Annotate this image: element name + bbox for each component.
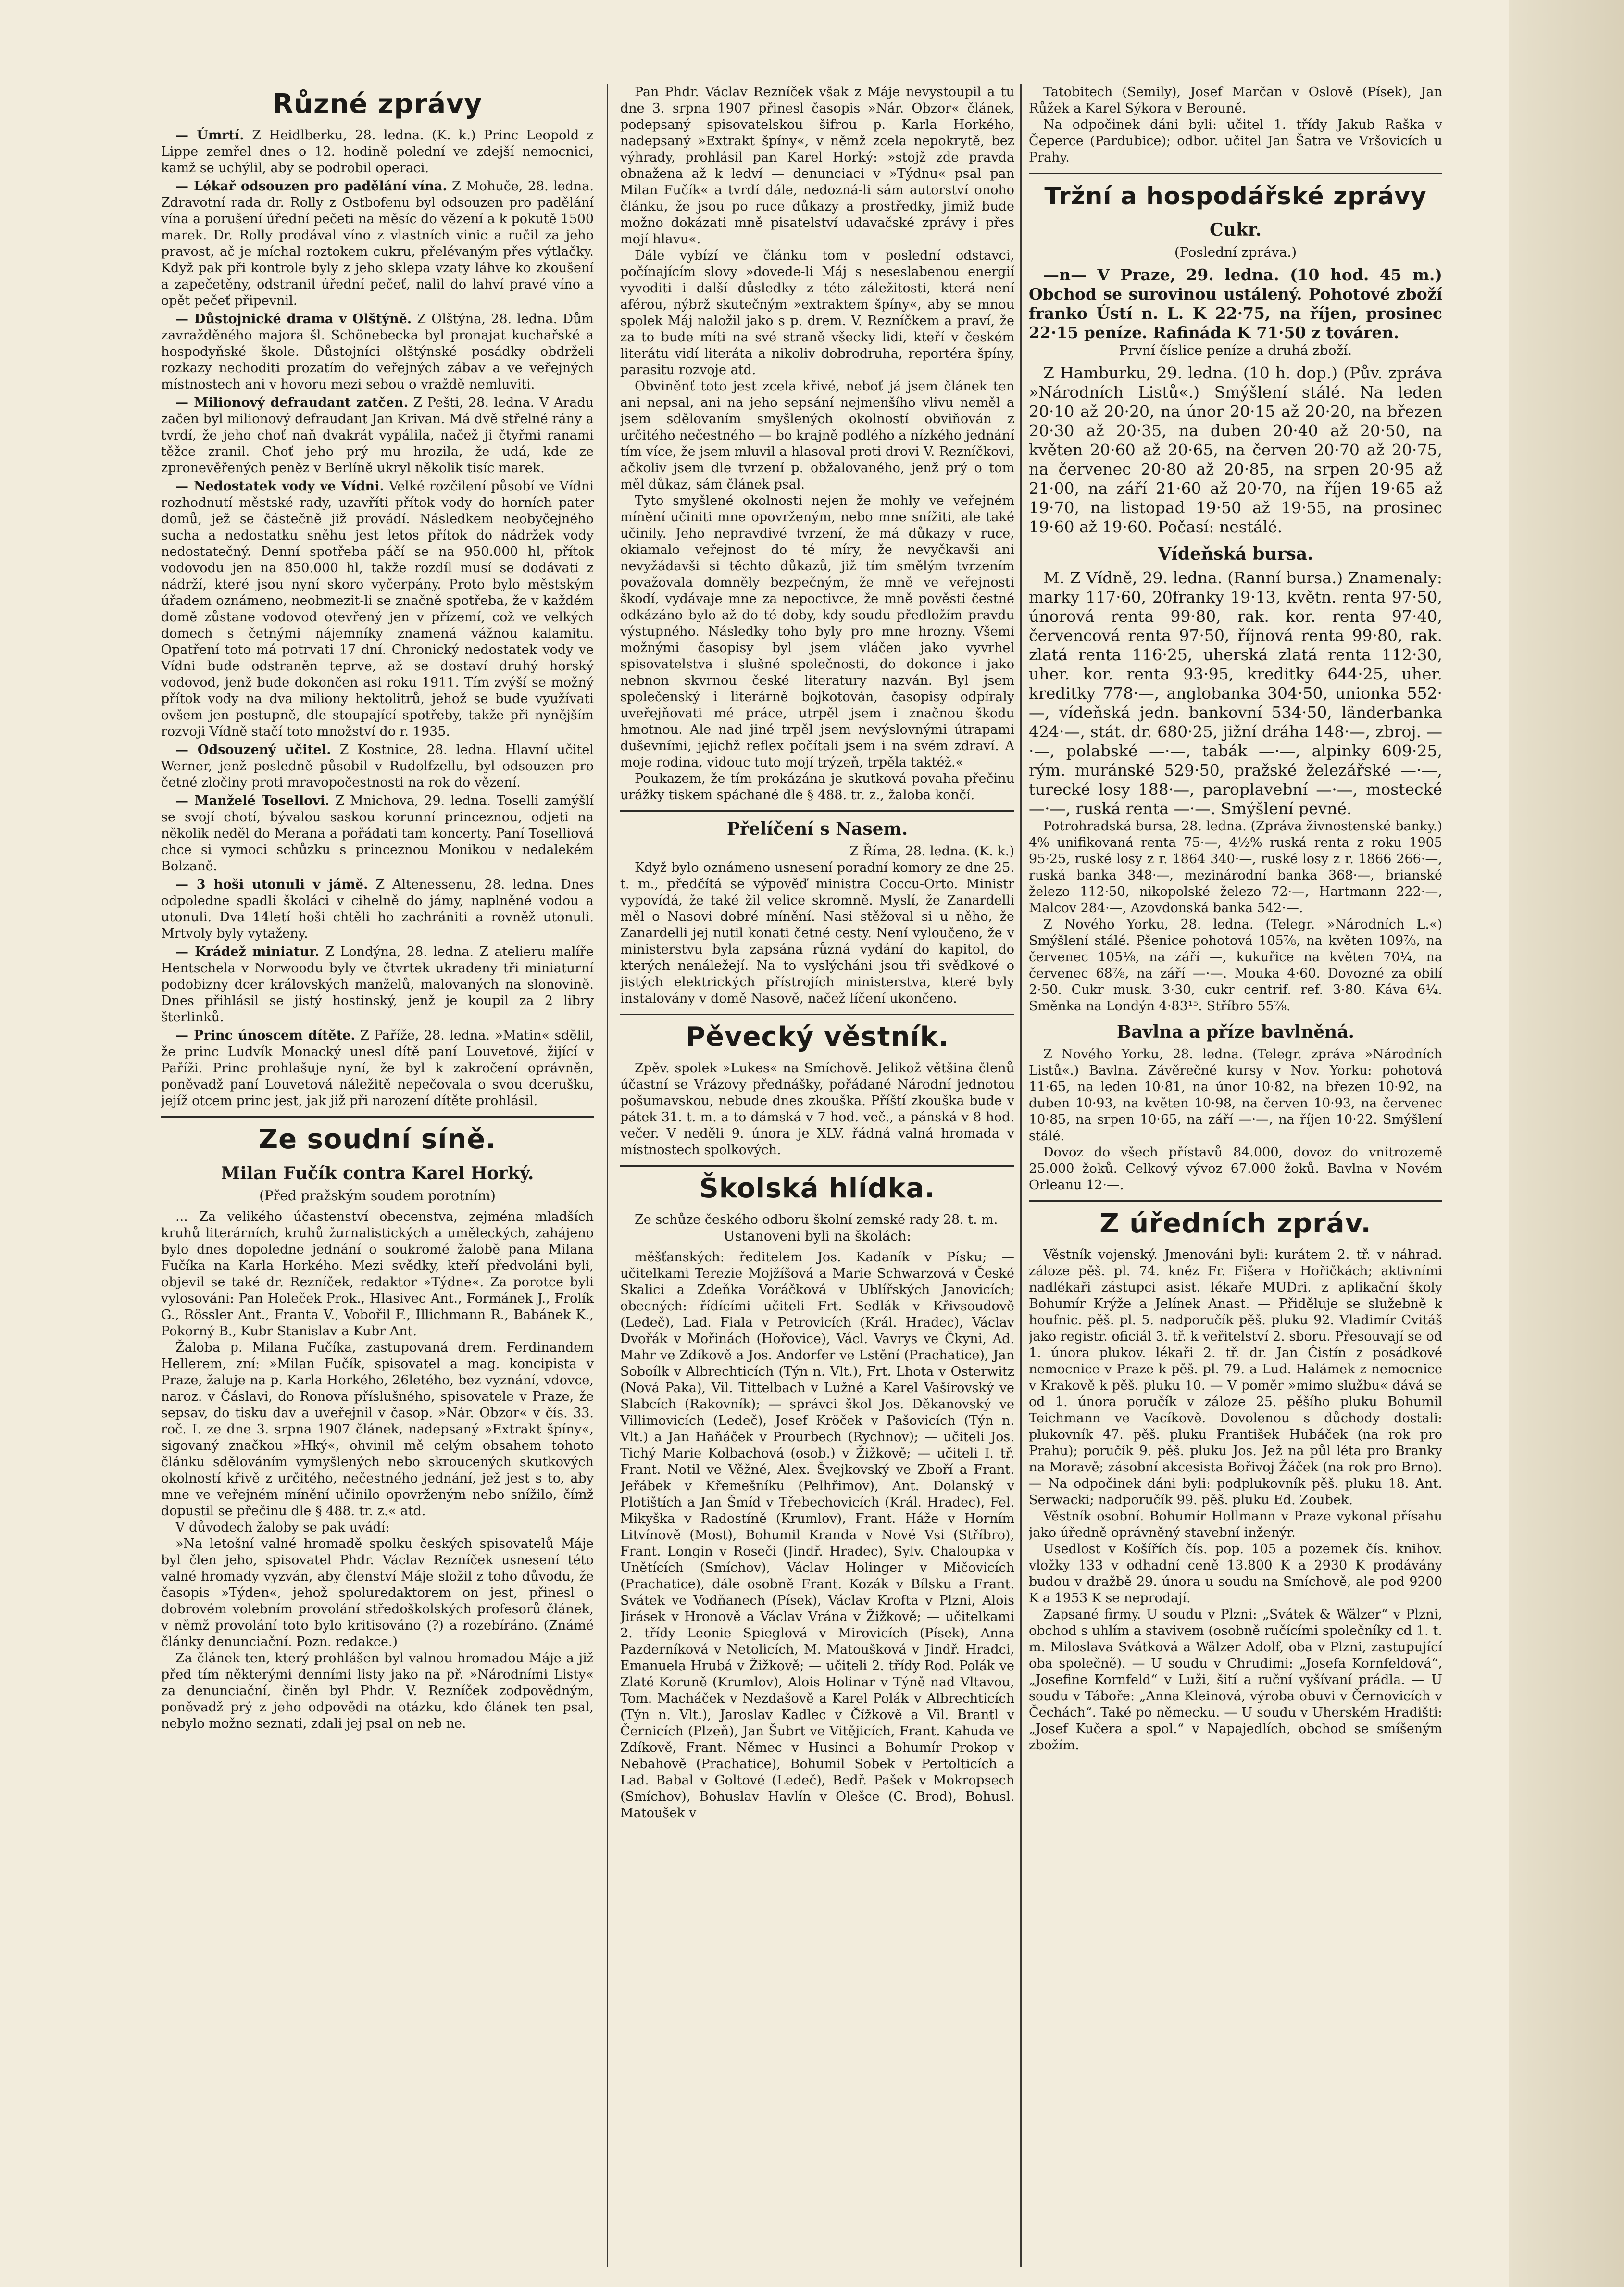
news-item-lead: — Manželé Tosellovi. (175, 793, 330, 808)
column-right (1029, 84, 1442, 2267)
news-item-text: Z Pešti, 28. ledna. V Aradu začen byl milionový defraudant Jan Krivan. Má dvě střelné rány a tvrdí, že jeho choť naň dvakrát vypálila, načež ji čtyřmi ranami těžce zranil. Choť jeho prý mu hrozila, že udá, kde ze zpronevěřených peněz v Berlíně ukryl několik tisíc marek. (161, 395, 594, 476)
section-heading-ruzne-zpravy: Různé zprávy (272, 88, 483, 120)
news-item-text: Z Mnichova, 29. ledna. Toselli zamýšlí se svojí chotí, bývalou saskou korunní princeznou, odjeti na několik neděl do Merana a pořádati tam koncerty. Paní Toselliová chce si vymoci schůzku s princeznou Monikou v nedalekém Bolzaně. (161, 793, 594, 874)
article-title-nasem: Přelíčení s Nasem. (726, 819, 908, 839)
article-text: Z Nového Yorku, 28. ledna. (Telegr. »Národních L.«) Smýšlení stálé. Pšenice pohotová 105⅞, na květen 109⅞, na červenec 105⅛, na září —, kukuřice na květen 70¼, na červenec 68⅞, na září —·—. Mouka 4·60. Dovozné za obilí 2·50. Cukr musk. 3·30, cukr centrif. ref. 3·80. Káva 6¼. Směnka na Londýn 4·83¹⁵. Stříbro 55⅞. (1029, 917, 1442, 1014)
article-text: —n— V Praze, 29. ledna. (10 hod. 45 m.) Obchod se surovinou ustálený. Pohotové zboží franko Ústí n. L. K 22·75, na říjen, prosinec 22·15 peníze. Rafináda K 71·50 z továren. (1029, 265, 1442, 342)
divider (1029, 1200, 1442, 1202)
column-rule (1020, 84, 1022, 2267)
news-item-lead: — Důstojnické drama v Olštýně. (175, 312, 412, 327)
court-article (161, 1209, 594, 1732)
news-item (161, 311, 594, 393)
subsection-cukr: Cukr. (1210, 220, 1262, 240)
article-text: Tatobitech (Semily), Josef Marčan v Oslově (Písek), Jan Růžek a Karel Sýkora v Berouně. (1029, 85, 1442, 116)
news-item-text: Velké rozčilení působí ve Vídni rozhodnutí městské rady, uzavříti přítok vody do horních pater domů, jež se částečně již provádí. Následkem neobyčejného sucha a nedostatku sněhu jest letos přítok do nádržek vody nedostatečný. Denní spotřeba páčí se na 950.000 hl, přítok vodovodu jen na 850.000 hl, takže rozdíl musí se dodávati z nádrží, které jsou nyní skoro vyčerpány. Proto bylo městským úřadem oznámeno, neobmezit-li se značně spotřeba, že v každém domě zůstane vodovod otevřený jen v přízemí, což ve velkých domech s četnými nájemníky znamená vážnou kalamitu. Opatření toto má potrvati 17 dní. Chronický nedostatek vody ve Vídni bude odstraněn teprve, až se dostaví druhý horský vodovod, jenž bude dokončen asi roku 1911. Tím zvýší se možný přítok vody na dva miliony hektolitrů, jehož se bude využívati ovšem jen postupně, dle stoupající spotřeby, takže při nynějším rozvoji Vídně stačí toto množství do r. 1935. (161, 479, 594, 739)
column-left (161, 84, 594, 2267)
news-item (161, 742, 594, 791)
article-subtitle: (Před pražským soudem porotním) (259, 1188, 496, 1204)
news-item-lead: — 3 hoši utonuli v jámě. (175, 877, 368, 892)
article-text: Z Nového Yorku, 28. ledna. (Telegr. zpráva »Národních Listů«.) Bavlna. Závěrečné kursy v Nov. Yorku: pohotová 11·65, na leden 10·81, na únor 10·82, na březen 10·92, na duben 10·93, na květen 10·98, na červen 10·93, na červenec 10·85, na srpen 10·65, na září —·—, na říjen 10·22. Smýšlení stálé. (1029, 1047, 1442, 1144)
article-text: Potrohradská bursa, 28. ledna. (Zpráva živnostenské banky.) 4% unifikovaná renta 75·—, 4½% ruská renta z roku 1905 95·25, ruské losy z r. 1864 340·—, ruské losy z r. 1866 266·—, ruská banka 348·—, mezinárodní banka 368·—, brianské železo 112·50, nikopolské železo 72·—, Hartmann 222·—, Malcov 284·—, Azovdonská banka 542·—. (1029, 819, 1442, 916)
article-subtitle: Ustanoveni byli na školách: (723, 1228, 912, 1244)
article-text: Na odpočinek dáni byli: učitel 1. třídy Jakub Raška v Čeperce (Pardubice); odbor. učitel Jan Šatra ve Vršovicích u Prahy. (1029, 117, 1442, 165)
subsection-bavlna: Bavlna a příze bavlněná. (1116, 1022, 1355, 1042)
paragraph: Poukazem, že tím prokázána je skutková povaha přečinu urážky tiskem spáchané dle § 488. tr. z., žaloba končí. (620, 771, 1014, 803)
news-item-lead: — Úmrtí. (175, 128, 244, 143)
news-item (161, 877, 594, 942)
news-item-text: Z Londýna, 28. ledna. Z atelieru malíře Hentschela v Norwoodu byly ve čtvrtek ukradeny tři miniaturní podobizny dcer královských manželů, malovaných na slonovině. Dnes přihlásil se jistý hostinský, jenž je koupil za 2 libry šterlinků. (161, 944, 594, 1025)
article-text: Zpěv. spolek »Lukes« na Smíchově. Jelikož většina členů účastní se Vrázovy přednášky, pořádané Národní jednotou pošumavskou, nebude dnes zkouška. Příští zkouška bude v pátek 31. t. m. a to dámská v 7 hod. več., a pánská v 8 hod. večer. V neděli 9. února je XLV. řádná valná hromada v místnostech spolkových. (620, 1061, 1014, 1157)
official-news (1029, 1247, 1442, 1754)
news-item-text: Z Heidlberku, 28. ledna. (K. k.) Princ Leopold z Lippe zemřel dnes o 12. hodině polední ve zdejší nemocnici, kamž se uchýlil, aby se podrobil operaci. (161, 128, 594, 176)
news-item-text: Z Altenessenu, 28. ledna. Dnes odpoledne spadli školáci v cihelně do jámy, naplněné vodou a utonuli. Dva 14letí hoši chtěli ho zachrániti a rovněž utonuli. Mrtvoly byly vytaženy. (161, 877, 594, 941)
court-article-continued (620, 84, 1014, 804)
news-item (161, 1028, 594, 1109)
divider (1029, 173, 1442, 174)
article-text: měšťanských: ředitelem Jos. Kadaník v Písku; — učitelkami Terezie Mojžíšová a Marie Schwarzová v České Skalici a Zdeňka Voráčková v Ublířských Janovicích; obecných: řídícími učiteli Frt. Sedlák v Křivsoudově (Ledeč), Lad. Fiala v Petrovicích (Král. Hradec), Václav Dvořák v Mořinách (Hořovice), Václ. Vavrys ve Čkyni, Ad. Mahr ve Zdíkově a Jos. Andorfer ve Lstění (Prachatice), Jan Soboílk v Albrechticích (Týn n. Vlt.), Frt. Lhota v Osterwitz (Nová Paka), Vil. Tittelbach v Lužné a Karel Vašírovský ve Slabcích (Rakovník); — správci škol Jos. Děkanovský ve Villimovicích (Ledeč), Josef Kröček v Pašovicích (Týn n. Vlt.) a Jan Haňáček v Prourbech (Rychnov); — učiteli Jos. Tichý Marie Kolbachová (osob.) v Žižkově; — učiteli I. tř. Frant. Notil ve Věžné, Alex. Švejkovský ve Zboří a Frant. Jeřábek v Křemešníku (Pelhřimov), Ant. Dolanský v Plotištích a Jan Šmíd v Třebechovicích (Král. Hradec), Fel. Mikyška v Radostíně (Krumlov), Frant. Háže v Horním Litvínově (Most), Bohumil Kranda v Nové Vsi (Stříbro), Frant. Longin v Roseči (Jindř. Hradec), Sylv. Chaloupka v Unětících (Smíchov), Václav Holinger v Mičovicích (Prachatice), dále osobně Frant. Kozák v Bílsku a Frant. Svátek ve Vodňanech (Písek), Václav Krofta v Plzni, Alois Jirásek v Hronově a Václav Vrána v Žižkově; — učitelkami 2. třídy Leonie Spieglová v Mirovicích (Písek), Anna Pazderníková v Netolicích, M. Matoušková v Jindř. Hradci, Emanuela Hrubá v Žižkově; — učiteli 2. třídy Rod. Polák ve Zlaté Koruně (Krumlov), Alois Holinar v Týně nad Vltavou, Tom. Macháček v Nezdašově a Karel Polák v Albrechticích (Týn n. Vlt.), Jaroslav Kadlec v Čížkově a Vil. Brantl v Černicích (Plzeň), Jan Šubrt ve Vitějicích, Frant. Kahuda ve Zdíkově, Frant. Němec v Husinci a Bohumír Prokop v Nebahově (Prachatice), Bohumil Sobek v Pertolticích a Lad. Babal v Goltové (Ledeč), Bedř. Pašek v Mokropsech (Smíchov), Bohuslav Havlín v Olešce (C. Brod), Bohusl. Matoušek v (620, 1250, 1014, 1821)
news-item (161, 478, 594, 740)
paragraph: Věstník osobní. Bohumír Hollmann v Praze vykonal přísahu jako úředně oprávněný stavební inženýr. (1029, 1509, 1442, 1540)
article-text: Když bylo oznámeno usnesení poradní komory ze dne 25. t. m., předčítá se výpověď ministra Coccu-Orto. Ministr vypovídá, že také žil velice skromně. Myslí, že Zanardelli měl o Nasovi dobré mínění. Nasi stěžoval si u něho, že Zanardelli jej nutil konati četné cesty. Není vyloučeno, že v ministerstvu byla zapsána různá vydání do kapitol, do kterých nenáležejí. Na to vyslýcháni jsou tři svědkové o jistých elektrických přístrojích ministerstva, které byly instalovány v domě Nasově, načež líčení ukončeno. (620, 860, 1014, 1006)
page-edge (1509, 0, 1624, 2287)
divider (620, 1165, 1014, 1167)
news-item (161, 395, 594, 477)
news-item (161, 127, 594, 176)
paragraph: Věstník vojenský. Jmenováni byli: kurátem 2. tř. v náhrad. záloze pěš. pl. 74. kněz Fr. Fišera v Hořičkách; aktivními nadlékaři zástupci asist. lékaře MUDri. z aplikační školy Bohumír Krýže a Jelínek Anast. — Přiděluje se služebně k houfnic. pěš. pl. 5. nadporučík pěš. pluku 92. Vladimír Cvitáš jako registr. oficiál 3. tř. k veřitelství 2. sboru. Přesouvají se od 1. února plukov. lékaři 2. tř. dr. Jan Čistín z posádkové nemocnice v Praze k pěš. pl. 79. a Lud. Halámek z nemocnice v Krakově k pěš. pluku 10. — V poměr »mimo službu« dává se od 1. února poručík v záloze 25. pěšího pluku Bohumil Teichmann ve Vacíkově. Dovolenou s důchody dostali: plukovník 47. pěš. pluku František Hubáček (na rok pro Prahu); poručík 9. pěš. pluku Jos. Jež na půl léta pro Branky na Moravě; zásobní akcesista Bořivoj Žáček (na rok pro Brno). — Na odpočinek dáni byli: podplukovník pěš. pluku 18. Ant. Serwacki; nadporučík 99. pěš. pluku Ed. Zoubek. (1029, 1247, 1442, 1508)
news-items (161, 127, 594, 1109)
paragraph: Zapsané firmy. U soudu v Plzni: „Svátek & Wälzer“ v Plzni, obchod s uhlím a stavivem (osobně ručícími společníky cd 1. t. m. Miloslava Svátková a Wälzer Adolf, oba v Plzni, zastupující oba společně). — U soudu v Chrudimi: „Josefa Kornfeldová“, „Josefine Kornfeld“ v Luži, šití a ruční vyšívaní prádla. — U soudu v Táboře: „Anna Kleinová, výroba obuvi v Černovicích v Čechách“. Také po německu. — U soudu v Uherském Hradišti: „Josef Kučera a spol.“ v Napajedlích, obchod se smíšeným zbožím. (1029, 1607, 1442, 1753)
section-heading-uredni-zpravy: Z úředních zpráv. (1099, 1208, 1372, 1239)
section-heading-soudni-sin: Ze soudní síně. (258, 1124, 497, 1155)
column-middle (620, 84, 1014, 2267)
news-item (161, 178, 594, 309)
news-item (161, 793, 594, 875)
paragraph: »Na letošní valné hromadě spolku českých spisovatelů Máje byl člen jeho, spisovatel Phdr. Václav Rezníček usnesení této valné hromady vyzván, aby členství Máje složil z toho důvodu, že časopis »Týden«, jehož spoluredaktorem on jest, přinesl o dobrovém volebním provolání středoškolských profesorů článek, v němž provolání toto bylo kritisováno (?) a rozebíráno. (Známé články denunciační. Pozn. redakce.) (161, 1536, 594, 1649)
article-text: Ze schůze českého odboru školní zemské rady 28. t. m. (635, 1212, 998, 1227)
paragraph: Tyto smyšlené okolnosti nejen že mohly ve veřejném mínění učiniti mne opovrženým, nebo mne snížiti, ale také učinily. Jeho nepravdivé tvrzení, že má důkazy v ruce, okiamalo veřejnost do té míry, že nevyčkavši ani nevyžádavši si těchto důkazů, již tím smělým tvrzením považovala domněly bezpečným, že mně ve veřejnosti škodí, vydávaje mne za nepoctivce, že mně pověsti čestné odkázáno bylo až do té doby, kdy soudu předložím pravdu výstupného. Následky toho byly pro mne hrozny. Všemi možnými časopisy byl jsem vláčen jako vyvrhel spisovatelstva i slušné společnosti, do dokonce i jako nebnon skvrnou české literatury nazván. Byl jsem společenský i literárně bojkotován, časopisy odpíraly uveřejňovati mé práce, utrpěl jsem i značnou škodu hmotnou. Ale nad jiné trpěl jsem nevýslovnými útrapami duševními, jejichž reflex počítali jsem i na svém zdraví. A moje rodina, vidouc tuto mojí trýzeň, trpěla taktéž.« (620, 493, 1014, 770)
news-item-lead: — Krádež miniatur. (175, 944, 320, 959)
paragraph: V důvodech žaloby se pak uvádí: (175, 1520, 390, 1535)
news-item-lead: — Princ únoscem dítěte. (175, 1028, 355, 1043)
section-heading-skolska-hlidka: Školská hlídka. (699, 1173, 936, 1204)
paragraph: Usedlost v Košířích čís. pop. 105 a pozemek čís. knihov. vložky 133 v odhadní ceně 13.800 K a 2930 K prodávány budou v dražbě 29. února u soudu na Smíchově, ale pod 9200 K a 1953 K se neprodají. (1029, 1542, 1442, 1606)
paragraph: Obviněnť toto jest zcela křivé, neboť já jsem článek ten ani nepsal, ani na jeho sepsání nejmenšího vlivu neměl a jsem sdělovaním smyšlených okolností obviňován z určitého nečestného — bo krajně podlého a nízkého jednání tím více, že jsem mluvil a hlasoval proti drovi V. Rezníčkovi, ačkoliv jsem dle tvrzení p. obžalovaného, jenž prý o tom měl důkaz, sám článek psal. (620, 379, 1014, 492)
article-text: M. Z Vídně, 29. ledna. (Ranní bursa.) Znamenaly: marky 117·60, 20franky 19·13, květn. renta 97·50, únorová renta 99·80, rak. kor. renta 97·40, červencová renta 97·50, říjnová renta 99·80, rak. zlatá renta 116·25, uherská zlatá renta 112·30, uher. kor. renta 93·95, kreditky 644·25, uher. kreditky 778·—, anglobanka 304·50, unionka 552·—, vídeňská jedn. bankovní 534·50, länderbanka 424·—, stát. dr. 680·25, jižní dráha 148·—, zbroj. —·—, polabské —·—, tabák —·—, alpinky 609·25, rým. muránské 529·50, pražské železářské —·—, turecké losy 188·—, paroplavební —·—, mostecké —·—, ruská renta —·—. Smýšlení pevné. (1029, 568, 1442, 818)
column-rule (607, 84, 608, 2267)
news-item-lead: — Nedostatek vody ve Vídni. (175, 479, 384, 494)
dateline: Z Říma, 28. ledna. (K. k.) (849, 844, 1014, 859)
subsection-videnska-bursa: Vídeňská bursa. (1158, 544, 1313, 564)
article-text: Dovoz do všech přístavů 84.000, dovoz do vnitrozemě 25.000 žoků. Celkový vývoz 67.000 žoků. Bavlna v Novém Orleanu 12·—. (1029, 1145, 1442, 1193)
news-item-lead: — Milionový defraudant zatčen. (175, 395, 408, 410)
news-item-text: Z Mohuče, 28. ledna. Zdravotní rada dr. Rolly z Ostbofenu byl odsouzen pro padělání vína a porušení úřední pečeti na měsíc do vězení a k pokutě 1500 marek. Dr. Rolly prodával víno z vlastních vinic a ručil za jeho pravost, ač je míchal roztokem cukru, přelévaným přes výtlačky. Když pak při kontrole byly z jeho sklepa vzaty láhve ko zkoušení a zapečetěny, odstranil úřední pečeť, nalil do lahví pravé víno a opět pečeť připevnil. (161, 179, 594, 308)
subsection-note: První číslice peníze a druhá zboží. (1119, 342, 1352, 358)
article-text: Z Hamburku, 29. ledna. (10 h. dop.) (Pův. zpráva »Národních Listů«.) Smýšlení stálé. Na leden 20·10 až 20·20, na únor 20·15 až 20·20, na březen 20·30 až 20·35, na duben 20·40 až 20·50, na květen 20·60 až 20·65, na červen 20·70 až 20·75, na červenec 20·80 až 20·85, na srpen 20·95 až 21·00, na září 21·60 až 20·70, na říjen 19·65 až 19·70, na listopad 19·50 až 19·55, na prosinec 19·60 až 19·60. Počasí: nestálé. (1029, 364, 1442, 536)
paragraph: Za článek ten, který prohlášen byl valnou hromadou Máje a již před tím některými denními listy jako na př. »Národními Listy« za denunciační, činěn byl Phdr. V. Rezníček zodpovědným, poněvadž prý z jeho odpovědi na otázku, kdo článek ten psal, nebylo možno seznati, zdali jej psal on neb ne. (161, 1651, 594, 1731)
divider (161, 1116, 594, 1118)
section-heading-trzni: Tržní a hospodářské zprávy (1044, 182, 1427, 210)
paragraph: ... Za velikého účastenství obecenstva, zejména mladších kruhů literárních, kruhů žurnalistických a uměleckých, zahájeno bylo dnes dopoledne jednání o soukromé žalobě pana Milana Fučíka na Karla Horkého. Mezi svědky, kteří předvoláni byli, objevil se také dr. Rezníček, redaktor »Týdne«. Za porotce byli vylosováni: Pan Holeček Prok., Hlasivec Ant., Formánek J., Frolík G., Rössler Ant., Franta V., Vobořil F., Illichmann R., Babánek K., Pokorný B., Kubr Stanislav a Kubr Ant. (161, 1209, 594, 1339)
section-heading-pevecky-vestnik: Pěvecký věstník. (685, 1021, 949, 1053)
news-item-lead: — Lékař odsouzen pro padělání vína. (175, 179, 447, 194)
paragraph: Pan Phdr. Václav Rezníček však z Máje nevystoupil a tu dne 3. srpna 1907 přinesl časopis »Nár. Obzor« článek, podepsaný spisovatelskou šifrou p. Karla Horkého, nadepsaný »Extrakt špíny«, v němž zcela nepokrytě, bez výhrady, prohlásil pan Karel Horký: »stojž zde pravda obnažena až k ledví — denunciaci v »Týdnu« psal pan Milan Fučík« a tvrdí dále, nedozná-li sám autorství onoho článku, že jsou po ruce důkazy a prostředky, jimiž bude možno dokázati mně pisatelství udavačské zprávy i přes mojí hlavu«. (620, 85, 1014, 247)
divider (620, 1014, 1014, 1015)
news-item-text: Z Kostnice, 28. ledna. Hlavní učitel Werner, jenž posledně působil v Rudolfzellu, byl odsouzen pro četné zločiny proti mravopočestnosti na rok do vězení. (161, 742, 594, 790)
article-title-fucik-horky: Milan Fučík contra Karel Horký. (221, 1163, 534, 1183)
news-item-text: Z Olštýna, 28. ledna. Dům zavražděného majora šl. Schönebecka byl pronajat kuchařské a hospodyňské škole. Důstojníci olštýnské posádky obdrželi rozkazy nechoditi prozatím do veřejných zábav a ve veřejných místnostech ani v hovoru mezi sebou o vraždě nemluviti. (161, 312, 594, 392)
news-item (161, 944, 594, 1026)
paragraph: Dále vybízí ve článku tom v poslední odstavci, počínajícím slovy »dovede-li Máj s neseslabenou energií vyvoditi i další důsledky z této záležitosti, která není aférou, nýbrž skutečným »extraktem špíny«, aby se mnou spolek Máj naložil jako s p. drem. V. Rezníčkem a praví, že za to bude míti na své straně všecky lidi, kteří v českém literátu vidí literáta a nikoliv dobrodruha, reportéra špíny, parasitu rozvoje atd. (620, 248, 1014, 377)
news-item-lead: — Odsouzený učitel. (175, 742, 331, 757)
divider (620, 810, 1014, 812)
news-item-text: Z Paříže, 28. ledna. »Matin« sdělil, že princ Ludvík Monacký unesl dítě paní Louvetové, žijící v Paříži. Princ prohlašuje nyní, že byl k zakročení oprávněn, poněvadž paní Louvetová náležitě nepečovala o svou dcerušku, jejíž otcem princ jest, jak již při narození dítěte prohlásil. (161, 1028, 594, 1108)
subsection-note: (Poslední zpráva.) (1174, 244, 1297, 260)
paragraph: Žaloba p. Milana Fučíka, zastupovaná drem. Ferdinandem Hellerem, zní: »Milan Fučík, spisovatel a mag. koncipista v Praze, žaluje na p. Karla Horkého, 26letého, bez vyznání, vdovce, naroz. v Čáslavi, do Ronova příslušného, spisovatele v Praze, že sepsav, do tisku dav a uveřejnil v časop. »Nár. Obzor« v čís. 33. roč. I. ze dne 3. srpna 1907 článek, nadepsaný »Extrakt špíny«, sigovaný značkou »Hký«, ohvinil mě celým obsahem tohoto článku sdělováním vymyšlených nebo skroucených skutkových okolností křivě z určitého, nečestného jednání, jež jest s to, aby mne ve veřejném mínění učinilo opovrženým nebo snížilo, čímž dopustil se přečinu dle § 488. tr. z.« atd. (161, 1340, 594, 1519)
